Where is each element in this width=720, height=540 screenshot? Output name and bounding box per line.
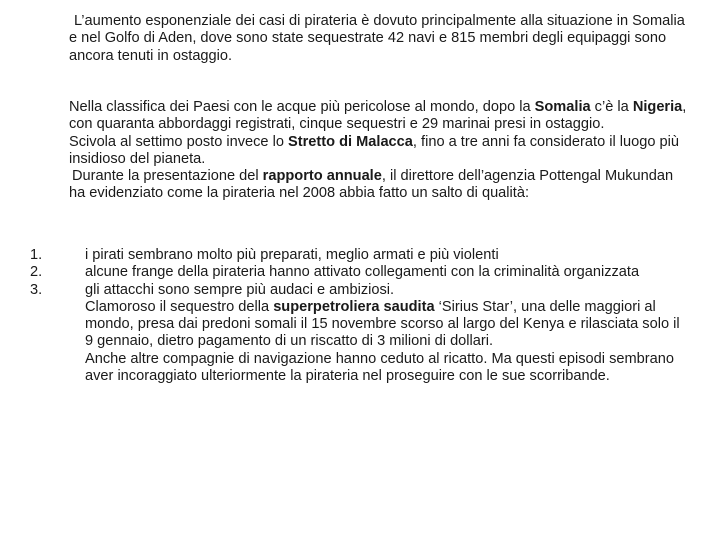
sirius-text-2: ‘Sirius Star’, una delle maggiori al mondo, presa dai predoni somali il 15 novembre scorso al largo del Kenya e rilasciata solo il 9 gennaio, dietro pagamento di un riscatto di 3 milioni di dollari. xyxy=(85,298,680,350)
malacca-strait-bold: Stretto di Malacca xyxy=(288,133,413,150)
ransom-paragraph: Anche altre compagnie di navigazione hanno ceduto al ricatto. Ma questi episodi sembrano aver incoraggiato ulteriormente la pirateria nel proseguire con le sue scorribande. xyxy=(85,350,674,385)
ranking-text-3: , con quaranta abbordaggi registrati, cinque sequestri e 29 marinai presi in ostaggio. xyxy=(69,99,687,133)
intro-text: L’aumento esponenziale dei casi di pirateria è dovuto principalmente alla situazione in Somalia e nel Golfo di Aden, dove sono state sequestrate 42 navi e 815 membri degli equipaggi sono ancora tenuti in ostaggio. xyxy=(69,13,685,64)
supertanker-bold: superpetroliera saudita xyxy=(273,298,435,315)
ranking-text-2: c’è la xyxy=(590,99,633,115)
intro-paragraph xyxy=(69,13,689,65)
list-number: 2. xyxy=(30,264,43,281)
list-item-text: i pirati sembrano molto più preparati, meglio armati e più violenti xyxy=(85,247,499,263)
annual-report-bold: rapporto annuale xyxy=(262,168,382,185)
report-text-1: Durante la presentazione del xyxy=(72,168,263,185)
list-number: 1. xyxy=(30,247,43,263)
list-item xyxy=(0,264,690,281)
sirius-text-1: Clamoroso il sequestro della xyxy=(85,298,274,315)
malacca-text-2: , fino a tre anni fa considerato il luogo più insidioso del pianeta. xyxy=(69,133,680,167)
report-text-2: , il direttore dell’agenzia Pottengal Mukundan ha evidenziato come la pirateria nel 2008 abbia fatto un salto di qualità: xyxy=(69,168,674,202)
list-item xyxy=(0,282,690,386)
sirius-star-paragraph xyxy=(85,299,690,351)
numbered-list xyxy=(0,247,690,385)
list-item xyxy=(0,247,690,264)
ranking-text-1: Nella classifica dei Paesi con le acque più pericolose al mondo, dopo la xyxy=(69,99,535,115)
somalia-bold: Somalia xyxy=(534,99,591,115)
body-text-block xyxy=(69,99,689,203)
nigeria-bold: Nigeria xyxy=(632,99,683,115)
list-item-text: alcune frange della pirateria hanno attivato collegamenti con la criminalità organizzata xyxy=(85,264,640,281)
report-paragraph xyxy=(69,168,689,203)
malacca-paragraph xyxy=(69,134,689,169)
ranking-paragraph xyxy=(69,99,689,134)
malacca-text-1: Scivola al settimo posto invece lo xyxy=(69,133,289,150)
list-number: 3. xyxy=(30,281,43,298)
list-item-text: gli attacchi sono sempre più audaci e ambiziosi. xyxy=(85,281,395,298)
